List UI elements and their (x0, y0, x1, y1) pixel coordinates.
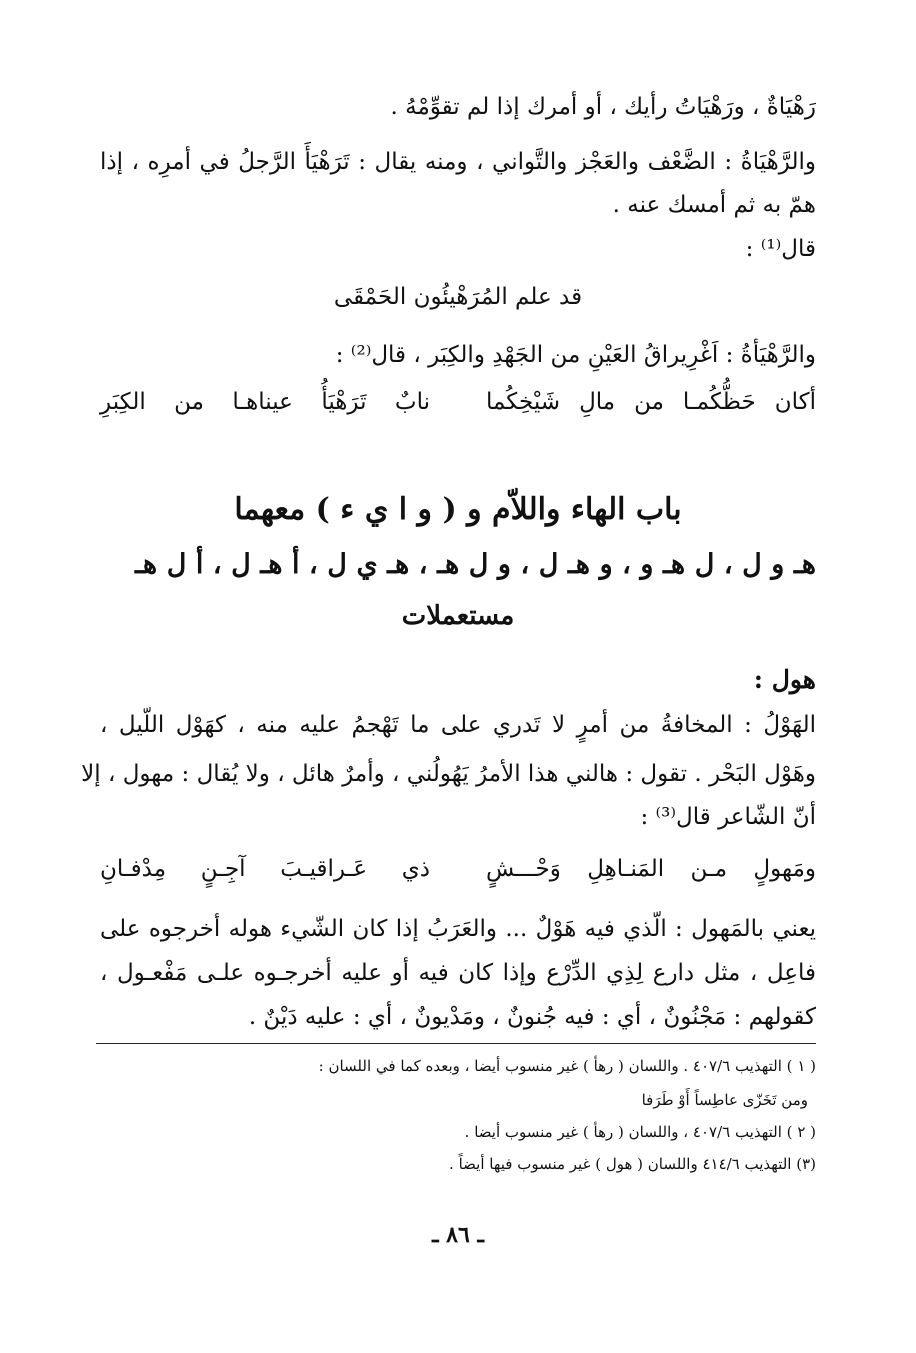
footnote-1: ( ١ ) التهذيب ٤٠٧/٦ . واللسان ( رهأ ) غير منسوب أيضا ، وبعده كما في اللسان : (318, 1057, 816, 1075)
poem-verse-1 (100, 385, 816, 419)
text-line-1: رَهْيَاةٌ ، ورَهْيَاتُ رأيك ، أو أمرك إذا لم تقوِّمْهُ . (390, 94, 816, 120)
chapter-letter-combinations: هـ و ل ، ل هـ و ، و هـ ل ، و ل هـ ، هـ ي ل ، أ هـ ل ، أ ل هـ (135, 549, 816, 580)
entry-heading: هول : (753, 665, 816, 694)
text-line-5: والرَّهْيَأةُ : اَغْرِيراقُ العَيْنِ من الجَهْدِ والكِبَر ، قال⁽²⁾ : (335, 342, 816, 368)
text-line-9: يعني بالمَهول : الّذي فيه هَوْلٌ ... والعَرَبُ إذا كان الشّيء هوله أخرجوه على (100, 916, 816, 942)
text-line-10: فاعِل ، مثل دارع لِذِي الدِّرْع وإذا كان فيه أو عليه أخرجـوه علـى مَفْعـول ، (100, 960, 816, 986)
text-line-4: قال⁽¹⁾ : (745, 236, 816, 262)
text-line-2: والرَّهْيَاةُ : الضَّعْف والعَجْز والتَّواني ، ومنه يقال : تَرَهْيَأَ الرَّجلُ في أمرِه ، إذا (100, 149, 816, 175)
footnote-1-verse: ومن تَخَزّى عاطِساً أَوْ طَرَفا (641, 1091, 808, 1109)
verse-1-second-hemistich: نابٌ تَرَهْيَأُ عيناهـا من الكِبَرِ (100, 389, 430, 415)
chapter-title: باب الهاء واللاّم و ( و ا ي ء ) معهما (234, 492, 682, 527)
text-line-6: الهَوْلُ : المخافةُ من أمرٍ لا تَدري على ما تَهْجمُ عليه منه ، كهَوْل اللّيل ، (100, 712, 816, 738)
text-line-11: كقولهم : مَجْنُونٌ ، أي : فيه جُنونٌ ، ومَدْيونٌ ، أي : عليه دَيْنٌ . (248, 1004, 816, 1030)
verse-2-first-hemistich: ومَهولٍ مـن المَنـاهِلِ وَحْـــشٍ (486, 856, 816, 882)
poem-verse-2 (100, 852, 816, 886)
text-line-3: همّ به ثم أمسك عنه . (612, 192, 816, 218)
quoted-verse-line: قد علم المُرَهْيئُون الحَمْقَى (333, 284, 583, 310)
footnote-2: ( ٢ ) التهذيب ٤٠٧/٦ ، واللسان ( رهأ ) غير منسوب أيضا . (464, 1123, 816, 1141)
text-line-7: وهَوْل البَحْر . تقول : هالني هذا الأمرُ يَهُولُني ، وأمرٌ هائل ، ولا يُقال : مهول ، إلا (81, 761, 816, 787)
chapter-subtitle: مستعملات (401, 601, 515, 631)
text-line-8: أنّ الشّاعر قال⁽³⁾ : (640, 804, 816, 830)
page-number: ـ ٨٦ ـ (432, 1222, 484, 1248)
footnote-3: (٣) التهذيب ٤١٤/٦ واللسان ( هول ) غير منسوب فيها أيضاً . (449, 1155, 816, 1173)
verse-1-first-hemistich: أكان حَظُّكُمـا من مالِ شَيْخِكُما (486, 389, 816, 415)
footnote-divider (96, 1043, 816, 1044)
verse-2-second-hemistich: ذي عَـراقيـبَ آجِـنٍ مِدْفـانِ (100, 856, 430, 882)
